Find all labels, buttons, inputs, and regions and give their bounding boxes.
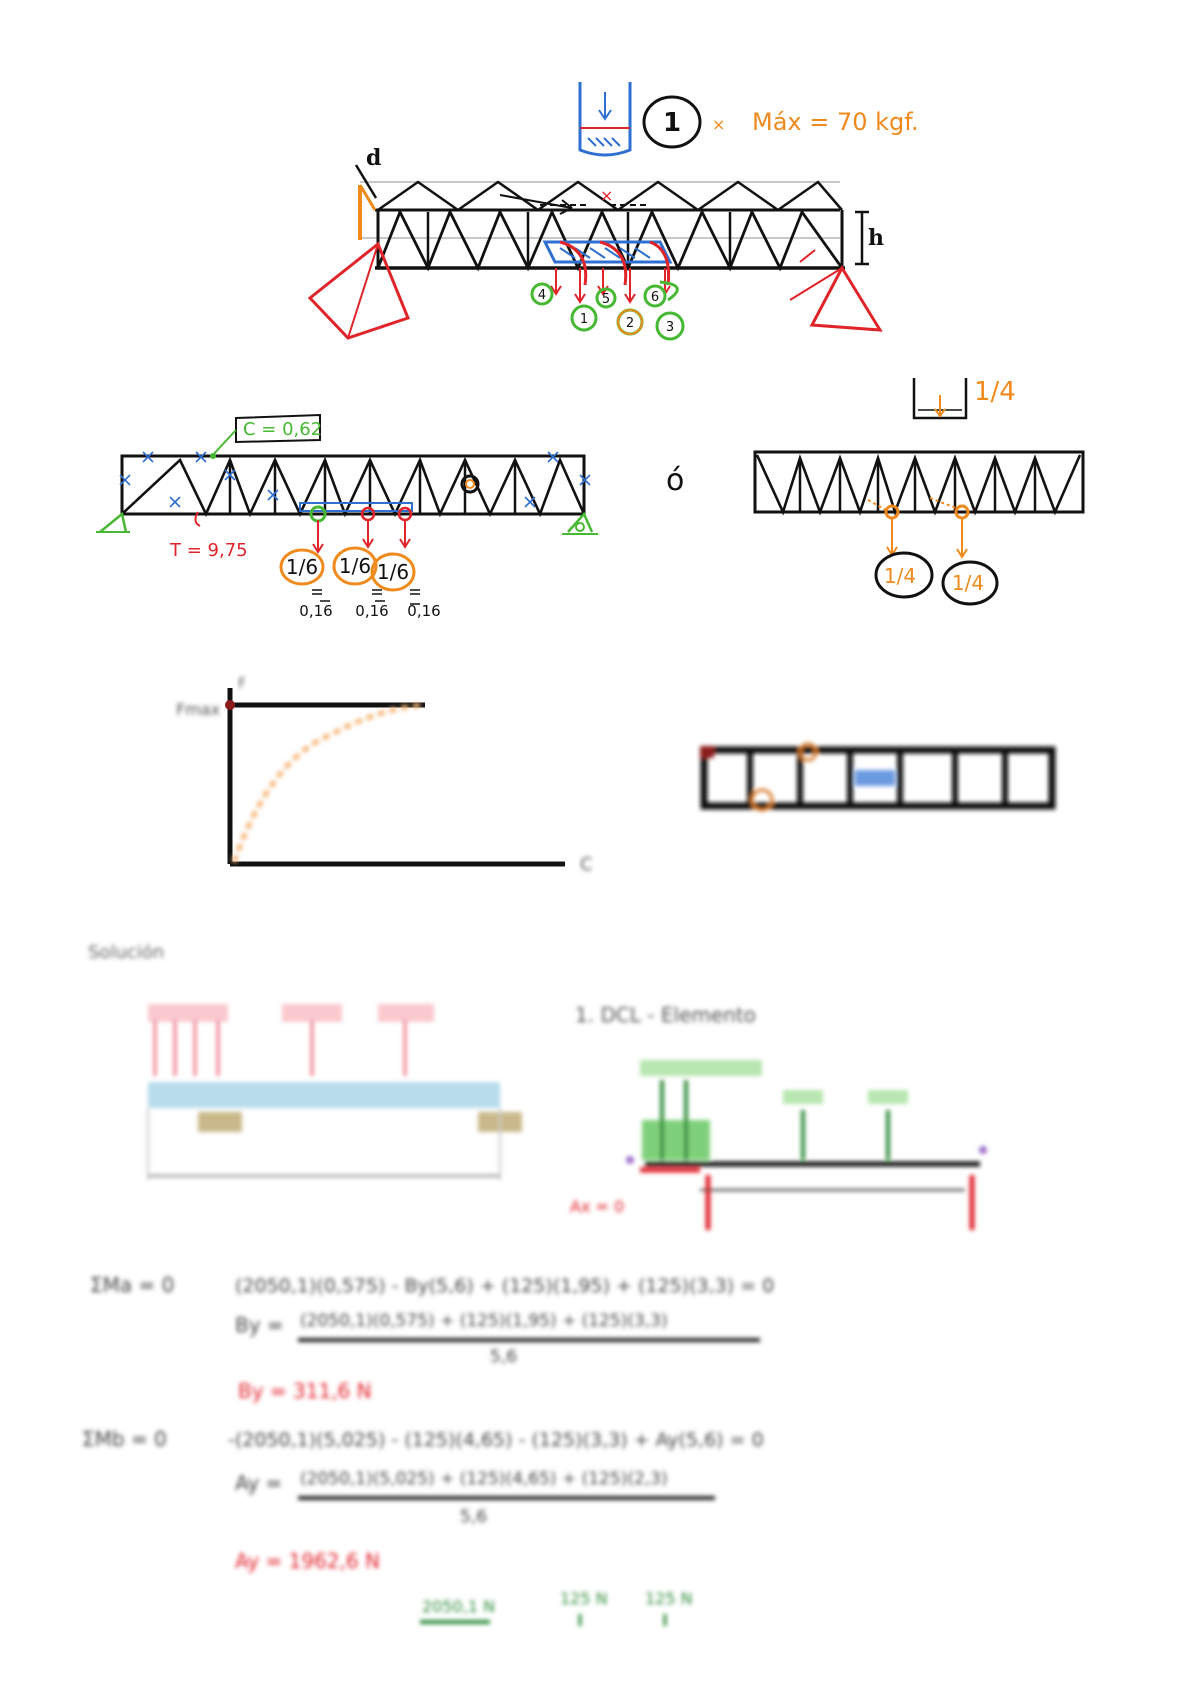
bottom-load-label: 2050,1 N [422,1597,496,1616]
fraction-label: 1/6 [285,555,319,579]
label-h: h [868,225,884,251]
quarter-top-label: 1/4 [974,377,1016,407]
quarter-label: 1/4 [883,564,917,588]
equation-2: -(2050,1)(5,025) - (125)(4,65) - (125)(3,3) + Ay(5,6) = 0 [228,1429,764,1451]
by-numerator: (2050,1)(0,575) + (125)(1,95) + (125)(3,3) [300,1311,668,1331]
quarter-label: 1/4 [951,571,985,595]
svg-text:×: × [600,186,614,205]
by-def: By = [235,1313,284,1337]
tension-label: T = 9,75 [170,540,248,561]
sketch-truss-top [310,145,884,339]
fraction-label: 1/6 [376,560,410,584]
graph-x-label: C [580,854,593,875]
graph-y-label: Fmax [176,700,221,719]
small-truss-diagram [700,744,1052,810]
equation-1: (2050,1)(0,575) - By(5,6) + (125)(1,95) + (125)(3,3) = 0 [235,1275,775,1297]
node-label: 6 [650,290,660,305]
force-graph [176,676,593,875]
load-cup-icon [580,82,630,155]
max-load-text: Máx = 70 kgf. [752,108,919,136]
label-d: d [366,145,382,171]
node-label: 1 [579,312,589,327]
by-result: By = 311,6 N [238,1379,372,1403]
svg-text:×: × [712,115,726,134]
sketch-truss-right [755,377,1083,604]
svg-text:F: F [238,676,247,692]
ay-denominator: 5,6 [460,1507,488,1527]
node-label: 3 [665,320,675,335]
solution-header: Solución [88,942,165,963]
ay-def: Ay = [235,1471,283,1495]
or-label: ó [666,463,685,498]
ay-result: Ay = 1962,6 N [235,1549,380,1573]
value-label: 0,16 [299,602,333,620]
free-body-diagram [626,1060,987,1230]
bottom-load-label: 125 N [560,1589,608,1608]
sketch-truss-middle [96,415,598,620]
compression-label: C = 0,62 [243,419,323,440]
fraction-label: 1/6 [338,554,372,578]
node-label: 2 [625,316,635,331]
solution-section [82,942,987,1626]
bottom-load-label: 125 N [645,1589,693,1608]
solution-item-1: 1. DCL - Elemento [575,1003,756,1027]
circle-one-label: 1 [662,108,682,138]
beam-diagram-left [148,1004,522,1180]
value-label: 0,16 [407,602,441,620]
value-label: 0,16 [355,602,389,620]
node-label: 5 [601,292,611,307]
node-label: 4 [537,288,547,303]
by-denominator: 5,6 [490,1347,518,1367]
sum-ma-label: ΣMa = 0 [90,1273,175,1297]
ay-numerator: (2050,1)(5,025) + (125)(4,65) + (125)(2,3) [300,1469,668,1489]
sum-mb-label: ΣMb = 0 [82,1427,167,1451]
ax-label: Ax = 0 [570,1197,625,1216]
